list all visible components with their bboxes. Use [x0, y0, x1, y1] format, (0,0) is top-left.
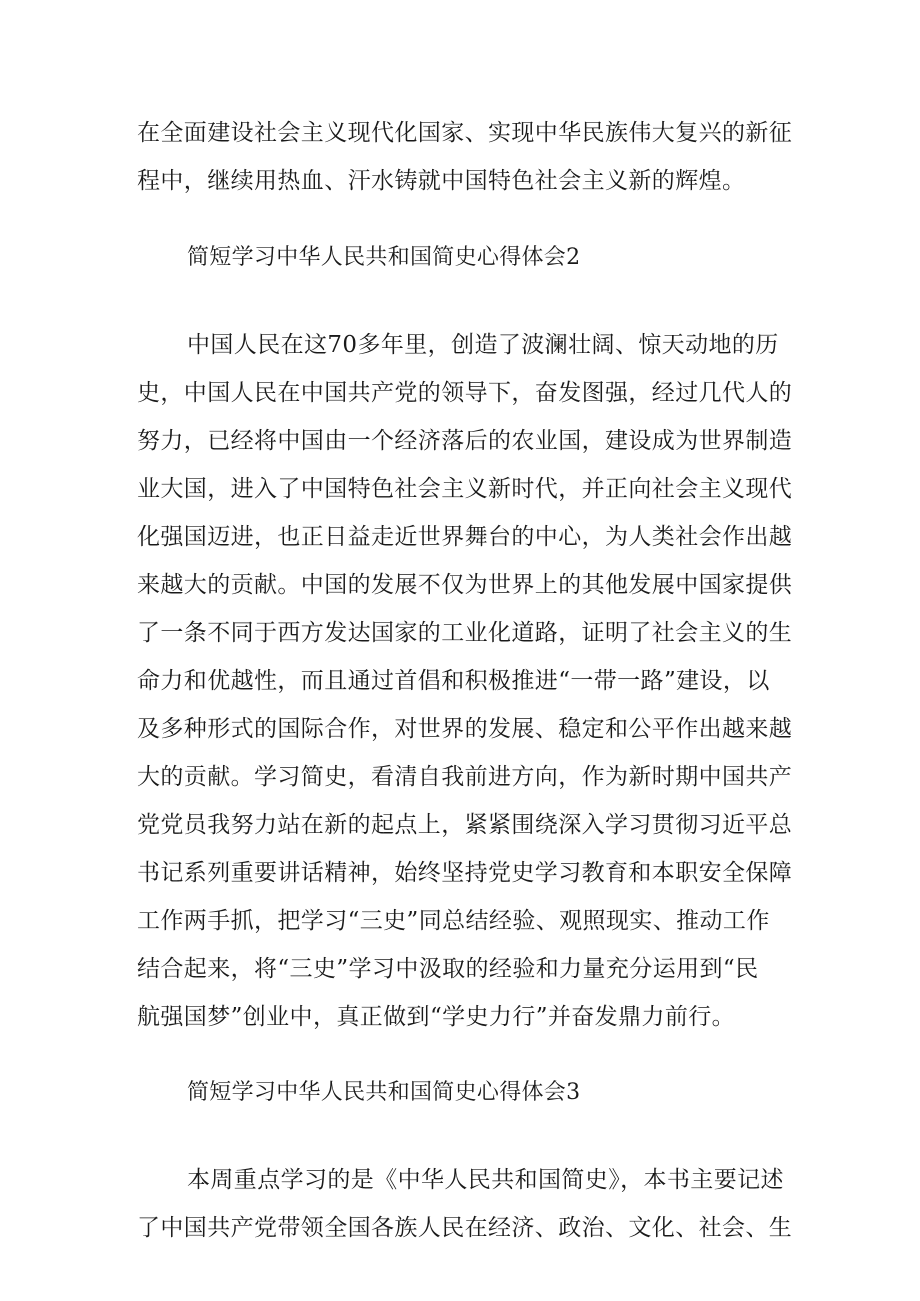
paragraph-2-line-10: 大的贡献。学习简史，看清自我前进方向，作为新时期中国共产: [137, 764, 793, 790]
paragraph-3-line-2: 了中国共产党带领全国各族人民在经济、政治、文化、社会、生: [137, 1215, 793, 1241]
paragraph-2-line-1: 中国人民在这70多年里，创造了波澜壮阔、惊天动地的历: [187, 332, 779, 358]
section-heading-2: 简短学习中华人民共和国简史心得体会2: [187, 245, 581, 270]
paragraph-2-line-5: 化强国迈进，也正日益走近世界舞台的中心，为人类社会作出越: [137, 524, 793, 550]
paragraph-2-line-8: 命力和优越性，而且通过首倡和积极推进“一带一路”建设，以: [137, 668, 770, 694]
section-heading-3: 简短学习中华人民共和国简史心得体会3: [187, 1080, 581, 1105]
paragraph-2-line-14: 结合起来，将“三史”学习中汲取的经验和力量充分运用到“民: [137, 956, 759, 982]
paragraph-2-line-15: 航强国梦”创业中，真正做到“学史力行”并奋发鼎力前行。: [137, 1004, 736, 1030]
paragraph-2-line-6: 来越大的贡献。中国的发展不仅为世界上的其他发展中国家提供: [137, 572, 793, 598]
paragraph-2-line-4: 业大国，进入了中国特色社会主义新时代，并正向社会主义现代: [137, 476, 793, 502]
paragraph-2-line-9: 及多种形式的国际合作，对世界的发展、稳定和公平作出越来越: [137, 716, 793, 742]
paragraph-2-line-3: 努力，已经将中国由一个经济落后的农业国，建设成为世界制造: [137, 428, 793, 454]
paragraph-2-line-13: 工作两手抓，把学习“三史”同总结经验、观照现实、推动工作: [137, 908, 770, 934]
paragraph-2-line-2: 史，中国人民在中国共产党的领导下，奋发图强，经过几代人的: [137, 380, 793, 406]
paragraph-3-line-1: 本周重点学习的是《中华人民共和国简史》，本书主要记述: [187, 1167, 784, 1193]
paragraph-1-line-1: 在全面建设社会主义现代化国家、实现中华民族伟大复兴的新征: [137, 120, 793, 146]
paragraph-2-line-11: 党党员我努力站在新的起点上，紧紧围绕深入学习贯彻习近平总: [137, 812, 793, 838]
paragraph-2-line-12: 书记系列重要讲话精神，始终坚持党史学习教育和本职安全保障: [137, 860, 793, 886]
paragraph-1-line-2: 程中，继续用热血、汗水铸就中国特色社会主义新的辉煌。: [137, 168, 746, 194]
paragraph-2-line-7: 了一条不同于西方发达国家的工业化道路，证明了社会主义的生: [137, 620, 793, 646]
